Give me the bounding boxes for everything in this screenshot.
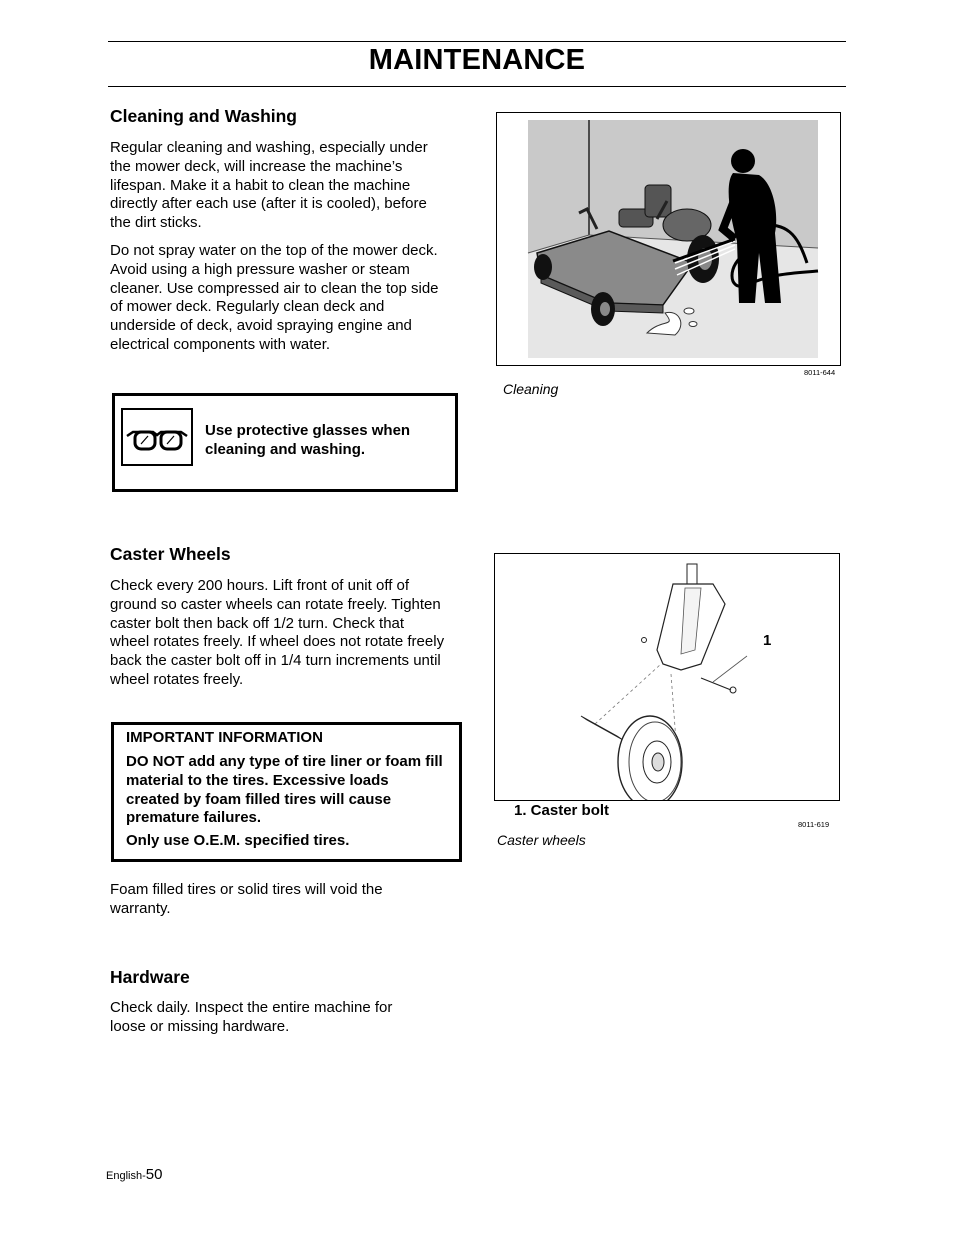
important-body: DO NOT add any type of tire liner or foam fill material to the tires. Excessive loads created by foam filled tires will cause premature failures. bbox=[126, 753, 443, 827]
header-bottom-rule bbox=[108, 86, 846, 87]
safety-warning-text: Use protective glasses when cleaning and washing. bbox=[205, 422, 411, 458]
cleaning-paragraph-2: Do not spray water on the top of the mower deck. Avoid using a high pressure washer or steam cleaner. Use compressed air to clean the top side of mower deck. Regularly clean deck and underside of deck, avoid spraying engine and electrical components with water. bbox=[110, 242, 439, 353]
header-top-rule bbox=[108, 41, 846, 42]
important-information-box bbox=[111, 722, 462, 862]
safety-glasses-icon bbox=[123, 410, 191, 464]
section-heading-hardware: Hardware bbox=[110, 967, 190, 987]
important-tires-note: Only use O.E.M. specified tires. bbox=[126, 832, 350, 849]
caster-figure-caption: Caster wheels bbox=[497, 832, 586, 848]
important-heading: IMPORTANT INFORMATION bbox=[126, 729, 323, 746]
cleaning-figure-caption: Cleaning bbox=[503, 381, 559, 397]
hardware-paragraph: Check daily. Inspect the entire machine for loose or missing hardware. bbox=[110, 999, 393, 1035]
safety-glasses-symbol bbox=[121, 408, 193, 466]
caster-callout-number: 1 bbox=[763, 632, 772, 649]
cleaning-figure-code: 8011-644 bbox=[804, 368, 836, 377]
page-title: MAINTENANCE bbox=[368, 44, 586, 76]
caster-illustration bbox=[495, 554, 840, 801]
cleaning-figure bbox=[496, 112, 841, 366]
page-footer bbox=[106, 1166, 162, 1183]
safety-warning-box bbox=[112, 393, 458, 492]
caster-paragraph-2: Foam filled tires or solid tires will void the warranty. bbox=[110, 881, 383, 917]
caster-figure-code: 8011-619 bbox=[798, 820, 830, 829]
caster-wheels-figure bbox=[494, 553, 840, 801]
caster-figure-legend: 1. Caster bolt bbox=[514, 802, 610, 819]
cleaning-illustration bbox=[497, 113, 841, 366]
section-heading-cleaning: Cleaning and Washing bbox=[110, 106, 297, 126]
footer-language: English- bbox=[106, 1170, 146, 1182]
caster-paragraph-1: Check every 200 hours. Lift front of unit off of ground so caster wheels can rotate freely. Tighten caster bolt then back off 1/2 turn. Check that wheel rotates freely. If wheel does not rotate freely back the caster bolt off in 1/4 turn increments until wheel rotates freely. bbox=[110, 577, 445, 688]
section-heading-caster-wheels: Caster Wheels bbox=[110, 544, 231, 564]
page-number: 50 bbox=[145, 1166, 163, 1183]
cleaning-paragraph-1: Regular cleaning and washing, especially under the mower deck, will increase the machine’s lifespan. Make it a habit to clean the machine directly after each use (after it is cooled), before the dirt sticks. bbox=[110, 139, 428, 232]
